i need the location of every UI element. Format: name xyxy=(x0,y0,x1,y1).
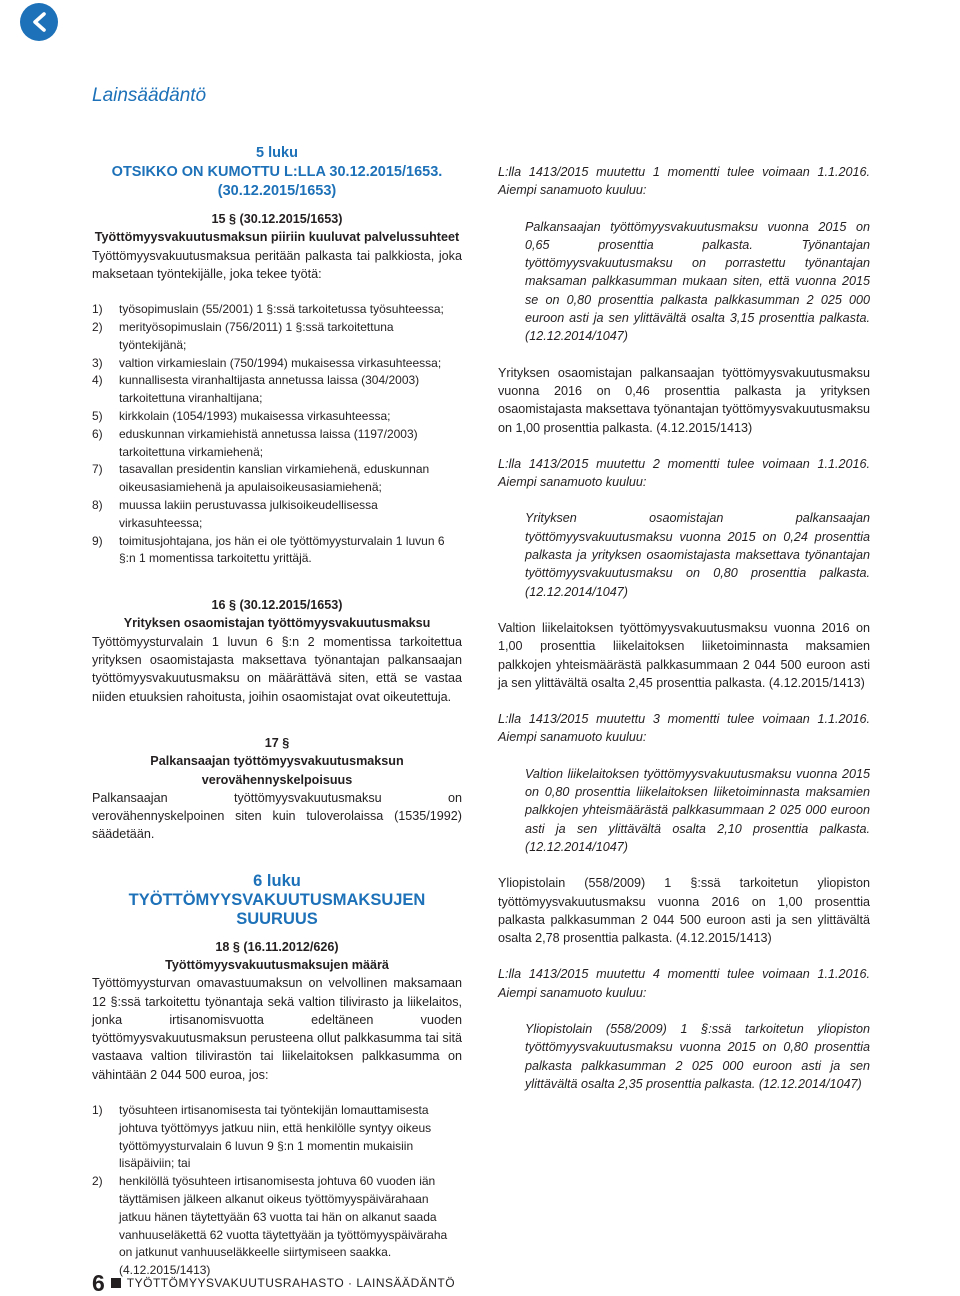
page-number: 6 xyxy=(92,1270,105,1296)
section-15-number: 15 § (30.12.2015/1653) xyxy=(211,212,343,226)
amendment-note-4: L:lla 1413/2015 muutettu 4 momentti tulee voimaan 1.1.2016. Aiempi sanamuoto kuuluu: xyxy=(498,967,870,1000)
section-18-list xyxy=(92,1102,462,1280)
previous-wording-1: Palkansaajan työttömyysvakuutusmaksu vuonna 2015 on 0,65 prosenttia palkasta. Työnantajan työttömyysvakuutusmaksu on porrastettu työnantajan maksaman palkkasumman mukaan siten, että vuonna 2015 se on 0,80 prosenttia palkasta palkkasumman 2 025 000 euroon asti ja sen ylittävältä osalta 3,15 prosenttia palkasta. (12.12.2014/1047) xyxy=(525,219,870,344)
section-15-list xyxy=(92,301,462,568)
chapter-5-title-line-1: OTSIKKO ON KUMOTTU L:LLA 30.12.2015/1653. xyxy=(111,164,443,180)
paragraph-2: Yrityksen osaomistajan palkansaajan työttömyysvakuutusmaksu vuonna 2016 on 0,46 prosenttia palkasta ja yrityksen osaomistajasta maksettava työnantajan työttömyysvakuutusmaksu on 1,00 prosenttia palkasta. (4.12.2015/1413) xyxy=(498,365,870,435)
back-button[interactable] xyxy=(20,3,58,41)
section-15-title: Työttömyysvakuutusmaksun piiriin kuuluvat palvelussuhteet xyxy=(94,230,460,245)
left-column xyxy=(92,144,462,1280)
section-17-title-line-2: verovähennyskelpoisuus xyxy=(201,772,353,787)
section-17-text: Palkansaajan työttömyysvakuutusmaksu on verovähennyskelpoinen siten kuin tuloverolaissa (1535/1992) säädetään. xyxy=(92,790,462,842)
amendment-note-3: L:lla 1413/2015 muutettu 3 momentti tulee voimaan 1.1.2016. Aiempi sanamuoto kuuluu: xyxy=(498,712,870,745)
page-footer xyxy=(92,1271,455,1295)
list-item: 6) eduskunnan virkamiehistä annetussa laissa (1197/2003) tarkoitettuna virkamiehenä; xyxy=(92,426,418,459)
section-18-number: 18 § (16.11.2012/626) xyxy=(215,939,339,954)
list-item: 3) valtion virkamieslain (750/1994) mukaisessa virkasuhteessa; xyxy=(92,355,442,370)
chapter-5-number: 5 luku xyxy=(256,145,298,161)
list-item: 1) työsopimuslain (55/2001) 1 §:ssä tarkoitetussa työsuhteessa; xyxy=(92,302,444,317)
paragraph-3: Valtion liikelaitoksen työttömyysvakuutusmaksu vuonna 2016 on 1,00 prosenttia liikelaitoksen liiketoiminnasta maksamien palkkojen yhteismäärästä palkkasummaan 2 044 500 euroon asti ja sen ylittävältä osalta 2,45 prosenttia palkasta. (4.12.2015/1413) xyxy=(498,620,870,690)
paragraph-4: Yliopistolain (558/2009) 1 §:ssä tarkoitetun yliopiston työttömyysvakuutusmaksu vuonna 2016 on 1,00 prosenttia palkasta palkkasumman 2 044 500 euroon asti ja sen ylittävältä osalta 2,78 prosenttia palkasta. (4.12.2015/1413) xyxy=(498,876,870,946)
section-title: Lainsäädäntö xyxy=(92,85,207,106)
section-17-title-line-1: Palkansaajan työttömyysvakuutusmaksun xyxy=(150,754,404,769)
section-17-number: 17 § xyxy=(264,735,290,750)
list-item: 2) henkilöllä työsuhteen irtisanomisesta johtuva 60 vuoden iän täyttämisen jälkeen alkanut oikeus työttömyyspäivärahaan jatkuu hänen täytettyään 63 vuotta tai hän on alkanut saada vanhuuseläkettä 62 vuotta täytettyään ja työttömyyspäiväraha on jatkunut vanhuuseläkkeelle siirtymiseen saakka. (4.12.2015/1413) xyxy=(92,1174,448,1278)
list-item: 9) toimitusjohtajana, jos hän ei ole työttömyysturvalain 1 luvun 6 §:n 1 momentissa tarkoitettu yrittäjä. xyxy=(92,533,445,566)
previous-wording-4: Yliopistolain (558/2009) 1 §:ssä tarkoitetun yliopiston työttömyysvakuutusmaksu vuonna 2015 on 0,80 prosenttia palkasta palkkasumman 2 025 000 euroon asti ja sen ylittävältä osalta 2,35 prosenttia palkasta. (12.12.2014/1047) xyxy=(525,1021,870,1091)
section-18-title: Työttömyysvakuutusmaksujen määrä xyxy=(165,958,389,972)
right-column xyxy=(498,163,870,1093)
square-bullet-icon xyxy=(111,1278,121,1288)
chevron-left-icon xyxy=(30,11,48,33)
previous-wording-3: Valtion liikelaitoksen työttömyysvakuutusmaksu vuonna 2015 on 0,80 prosenttia liikelaitoksen liiketoiminnasta maksamien palkkojen yhteismäärästä palkkasummaan 2 025 000 euroon asti ja sen ylittävältä osalta 2,10 prosenttia palkasta. (12.12.2014/1047) xyxy=(525,766,870,854)
list-item: 8) muussa lakiin perustuvassa julkisoikeudellisessa virkasuhteessa; xyxy=(92,497,378,530)
previous-wording-2: Yrityksen osaomistajan palkansaajan työttömyysvakuutusmaksu vuonna 2015 on 0,24 prosenttia palkasta ja yrityksen osaomistajasta maksettava työnantajan työttömyysvakuutusmaksu on 0,80 prosenttia palkasta. (12.12.2014/1047) xyxy=(525,511,870,599)
section-15-intro: Työttömyysvakuutusmaksua peritään palkasta tai palkkiosta, joka maksetaan työntekijälle, joka tekee työtä: xyxy=(92,248,462,281)
footer-text: TYÖTTÖMYYSVAKUUTUSRAHASTO · LAINSÄÄDÄNTÖ xyxy=(126,1275,456,1290)
chapter-6-number: 6 luku xyxy=(253,871,301,890)
list-item: 7) tasavallan presidentin kanslian virkamiehenä, eduskunnan oikeusasiamiehenä ja apulaisoikeusasiamiehenä; xyxy=(92,462,430,495)
amendment-note-2: L:lla 1413/2015 muutettu 2 momentti tulee voimaan 1.1.2016. Aiempi sanamuoto kuuluu: xyxy=(498,456,870,490)
list-item: 1) työsuhteen irtisanomisesta tai työntekijän lomauttamisesta johtuva työttömyys jatkuu niin, että henkilölle syntyy oikeus työttömyysturvalain 6 luvun 9 §:n 1 momentin mukaisiin lisäpäiviin; tai xyxy=(92,1103,432,1171)
amendment-note-1: L:lla 1413/2015 muutettu 1 momentti tulee voimaan 1.1.2016. Aiempi sanamuoto kuuluu: xyxy=(498,165,870,198)
list-item: 4) kunnallisesta viranhaltijasta annetussa laissa (304/2003) tarkoitettuna viranhaltijana; xyxy=(92,373,420,406)
chapter-6-title: TYÖTTÖMYYSVAKUUTUSMAKSUJEN SUURUUS xyxy=(128,890,426,928)
chapter-5-title-line-2: (30.12.2015/1653) xyxy=(217,183,337,199)
section-16-number: 16 § (30.12.2015/1653) xyxy=(211,598,343,613)
section-16-title: Yrityksen osaomistajan työttömyysvakuutusmaksu xyxy=(123,616,431,631)
section-16-text: Työttömyysturvalain 1 luvun 6 §:n 2 momentissa tarkoitettua yrityksen osaomistajasta maksettava työnantajan palkansaajan työttömyysvakuutusmaksu on määrättävä siten, että se vastaa niiden etuuksien rahoitusta, joihin osaomistajat ovat oikeutettuja. xyxy=(92,634,462,704)
section-18-text: Työttömyysturvan omavastuumaksun on velvollinen maksamaan 12 §:ssä tarkoitettu työnantaja sekä valtion tilivirasto ja liikelaitos, jonka irtisanomisvuotta edeltäneen vuoden työttömyysvakuutusmaksun perusteena ollut palkkasumma tai sitä vastaava valtion tilivirastön tai liikelaitoksen palkkasumma on vähintään 2 044 500 euroa, jos: xyxy=(92,976,462,1082)
list-item: 2) merityösopimuslain (756/2011) 1 §:ssä tarkoitettuna työntekijänä; xyxy=(92,319,394,352)
list-item: 5) kirkkolain (1054/1993) mukaisessa virkasuhteessa; xyxy=(92,408,391,423)
